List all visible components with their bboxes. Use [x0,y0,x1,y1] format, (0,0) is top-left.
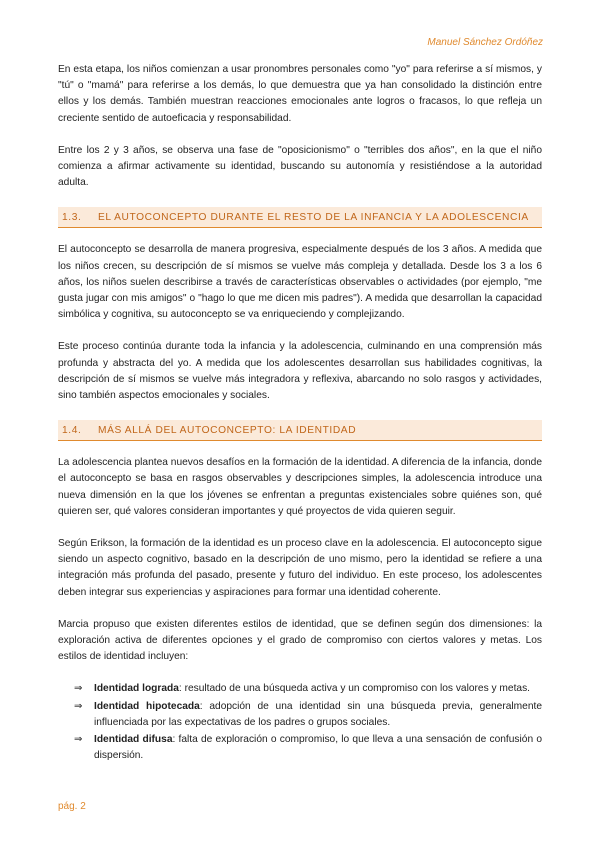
page-number: pág. 2 [58,801,86,812]
section-title: MÁS ALLÁ DEL AUTOCONCEPTO: LA IDENTIDAD [98,424,357,436]
section-number: 1.4. [62,424,82,436]
section-title: EL AUTOCONCEPTO DURANTE EL RESTO DE LA INFANCIA Y LA ADOLESCENCIA [98,211,529,223]
list-item [58,699,542,731]
list-item [58,681,542,697]
list-item-term: Identidad hipotecada [94,700,200,712]
paragraph: Entre los 2 y 3 años, se observa una fase de "oposicionismo" o "terribles dos años", en la que el niño comienza a afirmar activamente su identidad, buscando su autonomía y resistiéndose a la autoridad adulta. [58,144,542,189]
list-item-desc: : resultado de una búsqueda activa y un compromiso con los valores y metas. [178,683,530,695]
list-item-desc: : adopción de una identidad sin una búsqueda previa, generalmente influenciada por las expectativas de los padres o grupos sociales. [94,700,542,728]
section-heading-1-4 [58,420,542,441]
paragraph: Este proceso continúa durante toda la infancia y la adolescencia, culminando en una comprensión más profunda y abstracta del yo. A medida que los adolescentes desarrollan sus habilidades cognitivas, la descripción de sí mismos se vuelve más integradora y reflexiva, abarcando no solo rasgos y actividades, sino también aspectos emocionales y sociales. [58,341,542,402]
section-heading-1-3 [58,207,542,228]
running-header-author: Manuel Sánchez Ordóñez [427,37,543,48]
section-number: 1.3. [62,211,82,223]
identity-styles-list [58,681,542,764]
paragraph: La adolescencia plantea nuevos desafíos en la formación de la identidad. A diferencia de la infancia, donde el autoconcepto se basa en rasgos observables y descripciones simples, la adolescencia introduce una nueva dimensión en la que los jóvenes se enfrentan a preguntas existenciales sobre quiénes son, qué quieren ser, qué valores consideran importantes y qué proyectos de vida quieren seguir. [58,457,542,517]
arrow-right-icon: ⇒ [74,700,83,712]
arrow-right-icon: ⇒ [74,734,83,746]
paragraph: Según Erikson, la formación de la identidad es un proceso clave en la adolescencia. El autoconcepto sigue siendo un aspecto cognitivo, basado en la descripción de uno mismo, pero la identidad se refiere a una integración más profunda del pasado, presente y futuro del individuo. En este proceso, los adolescentes deben integrar sus experiencias y aspiraciones para formar una identidad coherente. [58,538,542,598]
arrow-right-icon: ⇒ [74,683,83,695]
paragraph: En esta etapa, los niños comienzan a usar pronombres personales como "yo" para referirse a sí mismos, y "tú" o "mamá" para referirse a los demás, lo que demuestra que ya han consolidado la distinción entre ellos y los demás. También muestran reacciones emocionales ante logros o fracasos, lo que refleja un creciente sentido de autoeficacia y responsabilidad. [58,64,542,124]
list-item-desc: : falta de exploración o compromiso, lo que lleva a una sensación de confusión o dispersión. [94,734,542,762]
page-body [58,62,542,766]
paragraph: Marcia propuso que existen diferentes estilos de identidad, que se definen según dos dimensiones: la exploración activa de diferentes opciones y el grado de compromiso con ciertos valores y metas. Los estilos de identidad incluyen: [58,618,542,663]
list-item-term: Identidad lograda [94,683,179,695]
paragraph: El autoconcepto se desarrolla de manera progresiva, especialmente después de los 3 años. A medida que los niños crecen, su descripción de sí mismos se vuelve más compleja y detallada. Desde los 3 a los 6 años, los niños suelen describirse a través de características observables o actividades (por ejemplo, "me gusta jugar con mis amigos" o "hago lo que me dicen mis padres"). A medida que desarrollan la capacidad simbólica y cognitiva, su autoconcepto se va enriqueciendo y complejizando. [58,244,542,321]
list-item [58,732,542,764]
list-item-term: Identidad difusa [94,734,173,746]
